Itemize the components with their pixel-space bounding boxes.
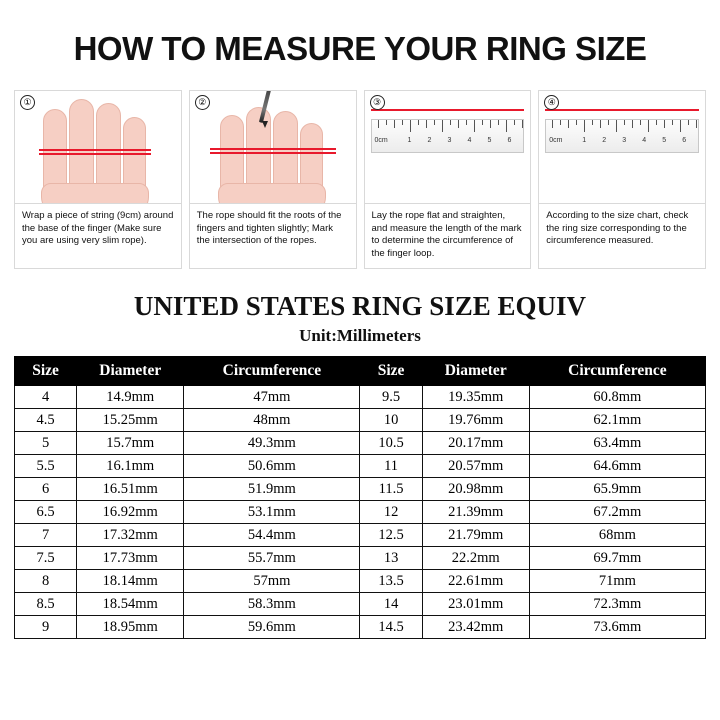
table-cell: 5 [15,432,77,455]
table-cell: 68mm [529,524,705,547]
table-cell: 14.9mm [77,386,184,409]
table-cell: 18.95mm [77,616,184,639]
table-row [15,501,706,524]
ruler-tick-5: 5 [487,137,492,144]
table-cell: 48mm [184,409,360,432]
table-cell: 5.5 [15,455,77,478]
table-cell: 73.6mm [529,616,705,639]
step-3-number: ③ [370,95,385,110]
table-cell: 12.5 [360,524,422,547]
table-cell: 67.2mm [529,501,705,524]
table-row [15,593,706,616]
table-cell: 50.6mm [184,455,360,478]
ruler-tick-1: 1 [582,137,587,144]
table-cell: 59.6mm [184,616,360,639]
table-row [15,570,706,593]
table-cell: 18.54mm [77,593,184,616]
table-cell: 21.39mm [422,501,529,524]
table-cell: 17.73mm [77,547,184,570]
table-cell: 8 [15,570,77,593]
step-4-illustration [539,91,705,203]
steps-row [0,68,720,269]
ruler-tick-6: 6 [507,137,512,144]
table-cell: 8.5 [15,593,77,616]
table-cell: 54.4mm [184,524,360,547]
table-cell: 49.3mm [184,432,360,455]
table-cell: 20.17mm [422,432,529,455]
column-header-diameter-right: Diameter [422,357,529,386]
table-cell: 6 [15,478,77,501]
table-cell: 23.42mm [422,616,529,639]
table-cell: 14 [360,593,422,616]
table-cell: 47mm [184,386,360,409]
table-cell: 64.6mm [529,455,705,478]
ruler-illustration-4 [545,119,699,153]
table-cell: 14.5 [360,616,422,639]
table-cell: 19.35mm [422,386,529,409]
ruler-unit-label-4: 0cm [549,137,563,144]
table-cell: 71mm [529,570,705,593]
column-header-circumference-right: Circumference [529,357,705,386]
table-cell: 10.5 [360,432,422,455]
table-body [15,386,706,639]
step-2-text: The rope should fit the roots of the fingers and tighten slightly; Mark the intersection of the ropes. [190,203,356,259]
column-header-size-left: Size [15,357,77,386]
table-cell: 11 [360,455,422,478]
table-cell: 13.5 [360,570,422,593]
table-cell: 16.51mm [77,478,184,501]
table-row [15,432,706,455]
table-cell: 7.5 [15,547,77,570]
table-cell: 15.25mm [77,409,184,432]
table-cell: 21.79mm [422,524,529,547]
table-row [15,409,706,432]
column-header-diameter-left: Diameter [77,357,184,386]
table-cell: 57mm [184,570,360,593]
table-cell: 19.76mm [422,409,529,432]
table-header-row [15,357,706,386]
column-header-size-right: Size [360,357,422,386]
table-cell: 17.32mm [77,524,184,547]
table-row [15,547,706,570]
step-card-3 [364,90,532,269]
step-card-4 [538,90,706,269]
step-card-1 [14,90,182,269]
table-cell: 23.01mm [422,593,529,616]
step-1-illustration [15,91,181,203]
ruler-illustration-3 [371,119,525,153]
ruler-tick-2: 2 [602,137,607,144]
table-cell: 22.61mm [422,570,529,593]
step-1-number: ① [20,95,35,110]
table-cell: 65.9mm [529,478,705,501]
ring-size-table [14,356,706,639]
ruler-tick-3: 3 [622,137,627,144]
table-cell: 69.7mm [529,547,705,570]
table-row [15,455,706,478]
table-row [15,524,706,547]
table-cell: 6.5 [15,501,77,524]
table-cell: 62.1mm [529,409,705,432]
table-cell: 16.92mm [77,501,184,524]
table-row [15,386,706,409]
ruler-tick-6: 6 [682,137,687,144]
step-4-text: According to the size chart, check the ring size corresponding to the circumference measured. [539,203,705,259]
table-cell: 20.98mm [422,478,529,501]
table-cell: 20.57mm [422,455,529,478]
column-header-circumference-left: Circumference [184,357,360,386]
rope-line-4 [545,109,699,111]
step-2-number: ② [195,95,210,110]
chart-title: UNITED STATES RING SIZE EQUIV [133,291,587,322]
ruler-tick-5: 5 [662,137,667,144]
page-title: HOW TO MEASURE YOUR RING SIZE [73,30,647,67]
pen-tip-icon [262,121,268,128]
table-cell: 13 [360,547,422,570]
chart-unit-label: Unit:Millimeters [299,326,421,346]
table-cell: 51.9mm [184,478,360,501]
table-cell: 16.1mm [77,455,184,478]
step-3-illustration [365,91,531,203]
table-cell: 11.5 [360,478,422,501]
rope-line-3 [371,109,525,111]
step-3-text: Lay the rope flat and straighten, and measure the length of the mark to determine the circumference of the finger loop. [365,203,531,268]
hand-illustration-1 [15,91,181,203]
step-2-illustration [190,91,356,203]
ruler-tick-1: 1 [407,137,412,144]
table-cell: 15.7mm [77,432,184,455]
table-cell: 4 [15,386,77,409]
table-cell: 10 [360,409,422,432]
table-cell: 55.7mm [184,547,360,570]
table-cell: 60.8mm [529,386,705,409]
ruler-tick-4: 4 [642,137,647,144]
step-1-text: Wrap a piece of string (9cm) around the base of the finger (Make sure you are using very slim rope). [15,203,181,259]
ruler-tick-3: 3 [447,137,452,144]
table-cell: 72.3mm [529,593,705,616]
table-cell: 7 [15,524,77,547]
table-cell: 12 [360,501,422,524]
hand-illustration-2 [190,91,356,203]
table-cell: 22.2mm [422,547,529,570]
table-cell: 9.5 [360,386,422,409]
table-cell: 18.14mm [77,570,184,593]
table-cell: 63.4mm [529,432,705,455]
step-card-2 [189,90,357,269]
table-cell: 58.3mm [184,593,360,616]
table-cell: 4.5 [15,409,77,432]
step-4-number: ④ [544,95,559,110]
table-cell: 9 [15,616,77,639]
table-row [15,616,706,639]
ruler-unit-label-3: 0cm [374,137,388,144]
ruler-tick-4: 4 [467,137,472,144]
table-row [15,478,706,501]
table-cell: 53.1mm [184,501,360,524]
ruler-tick-2: 2 [427,137,432,144]
